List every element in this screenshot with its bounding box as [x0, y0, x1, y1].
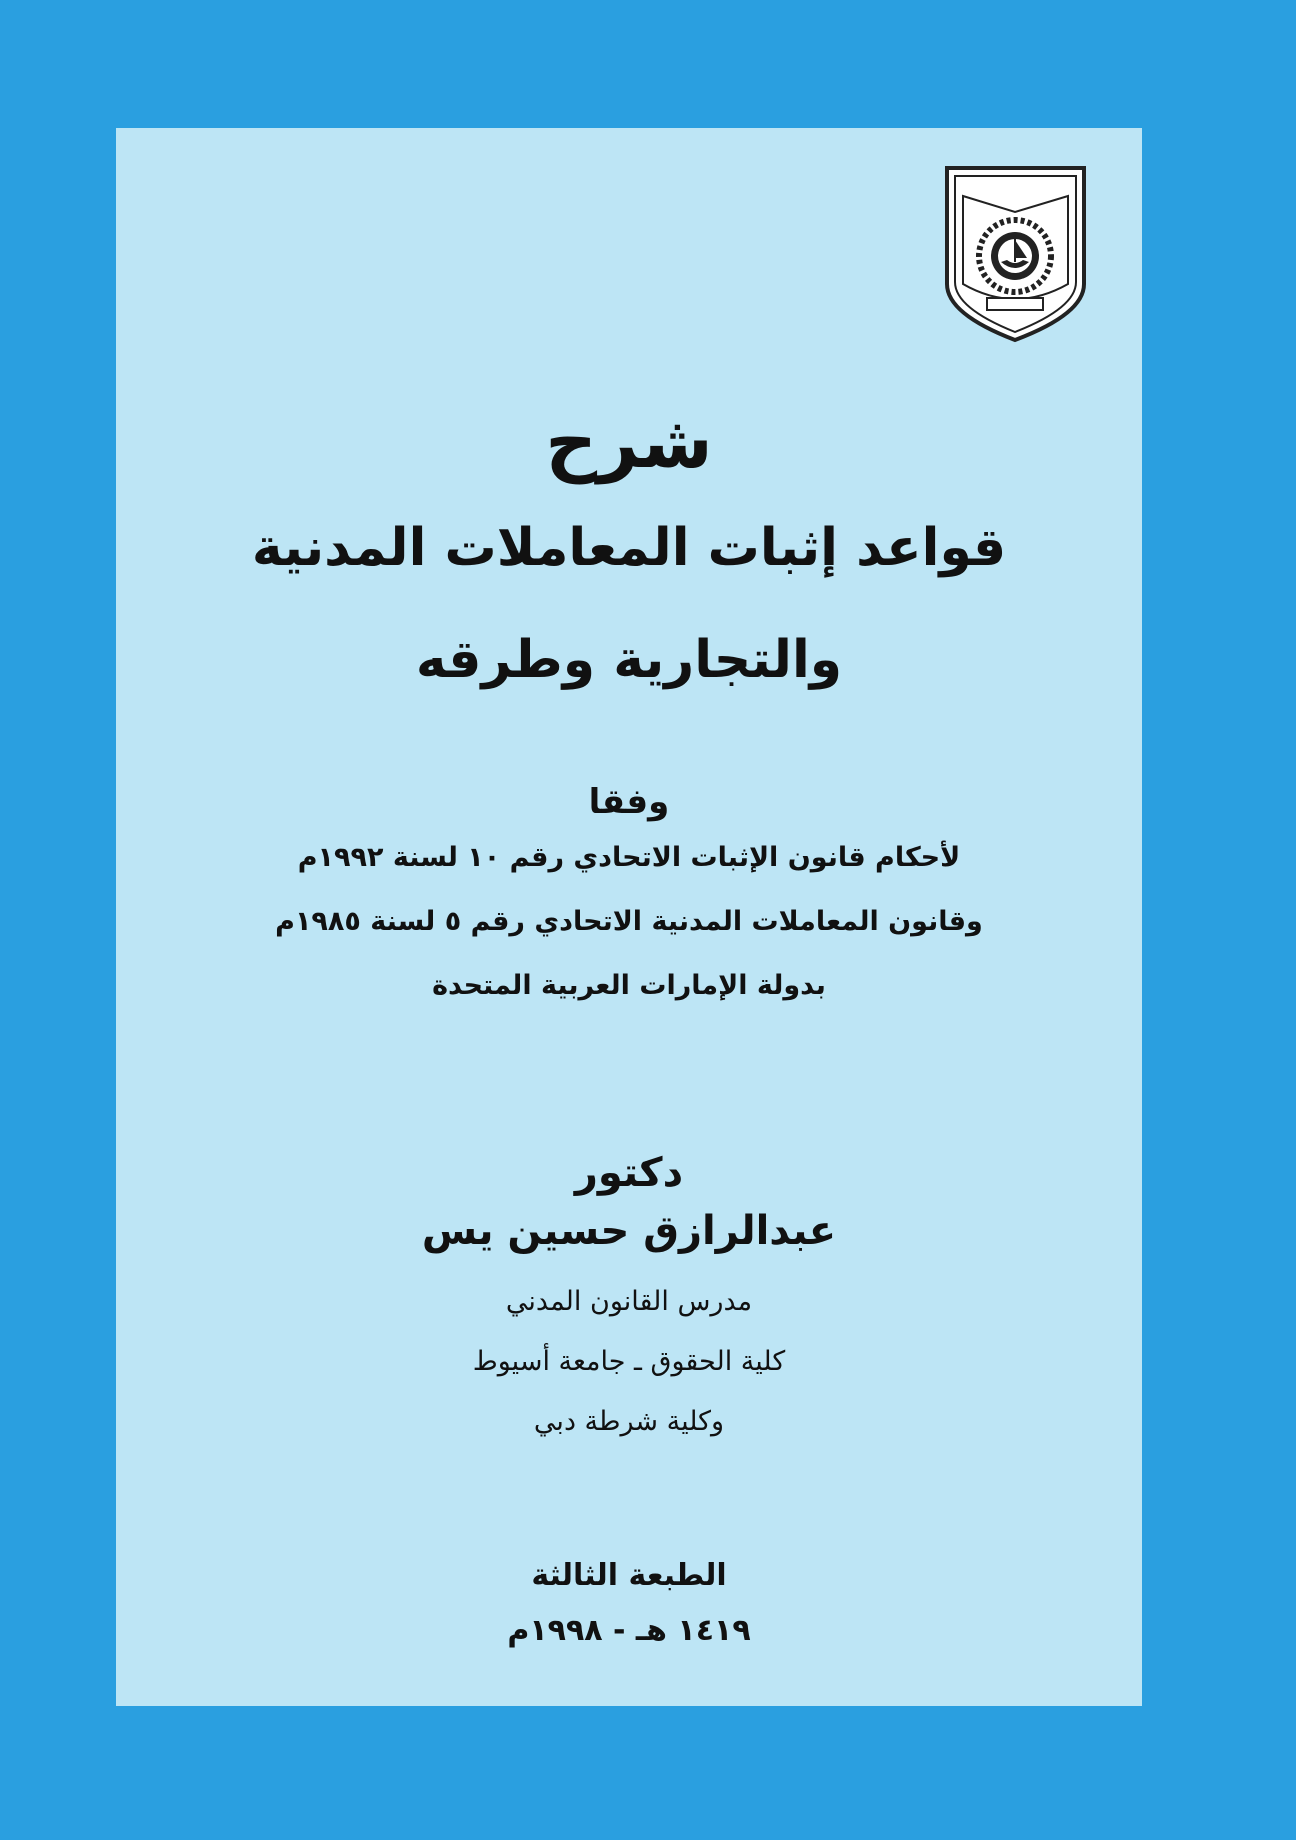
police-college-emblem [943, 164, 1088, 344]
book-cover [116, 128, 1142, 1706]
author-affiliation-2: كلية الحقوق ـ جامعة أسيوط [472, 1346, 786, 1377]
title-line-2: والتجارية وطرقه [415, 630, 843, 690]
law-line-2: وقانون المعاملات المدنية الاتحادي رقم ٥ لسنة ١٩٨٥م [275, 906, 983, 937]
title-line-1: قواعد إثبات المعاملات المدنية [251, 518, 1007, 578]
according-label: وفقا [588, 782, 670, 822]
author-affiliation-1: مدرس القانون المدني [505, 1286, 753, 1317]
author-title: دكتور [574, 1150, 684, 1196]
title-main: شرح [545, 400, 713, 484]
publication-year: ١٤١٩ هـ - ١٩٩٨م [507, 1613, 751, 1648]
law-line-3: بدولة الإمارات العربية المتحدة [432, 970, 826, 1001]
author-affiliation-3: وكلية شرطة دبي [533, 1406, 725, 1437]
edition-label: الطبعة الثالثة [531, 1558, 727, 1593]
emblem-shield-icon [943, 164, 1088, 344]
law-line-1: لأحكام قانون الإثبات الاتحادي رقم ١٠ لسنة ١٩٩٢م [297, 842, 961, 873]
author-name: عبدالرازق حسين يس [421, 1208, 837, 1254]
